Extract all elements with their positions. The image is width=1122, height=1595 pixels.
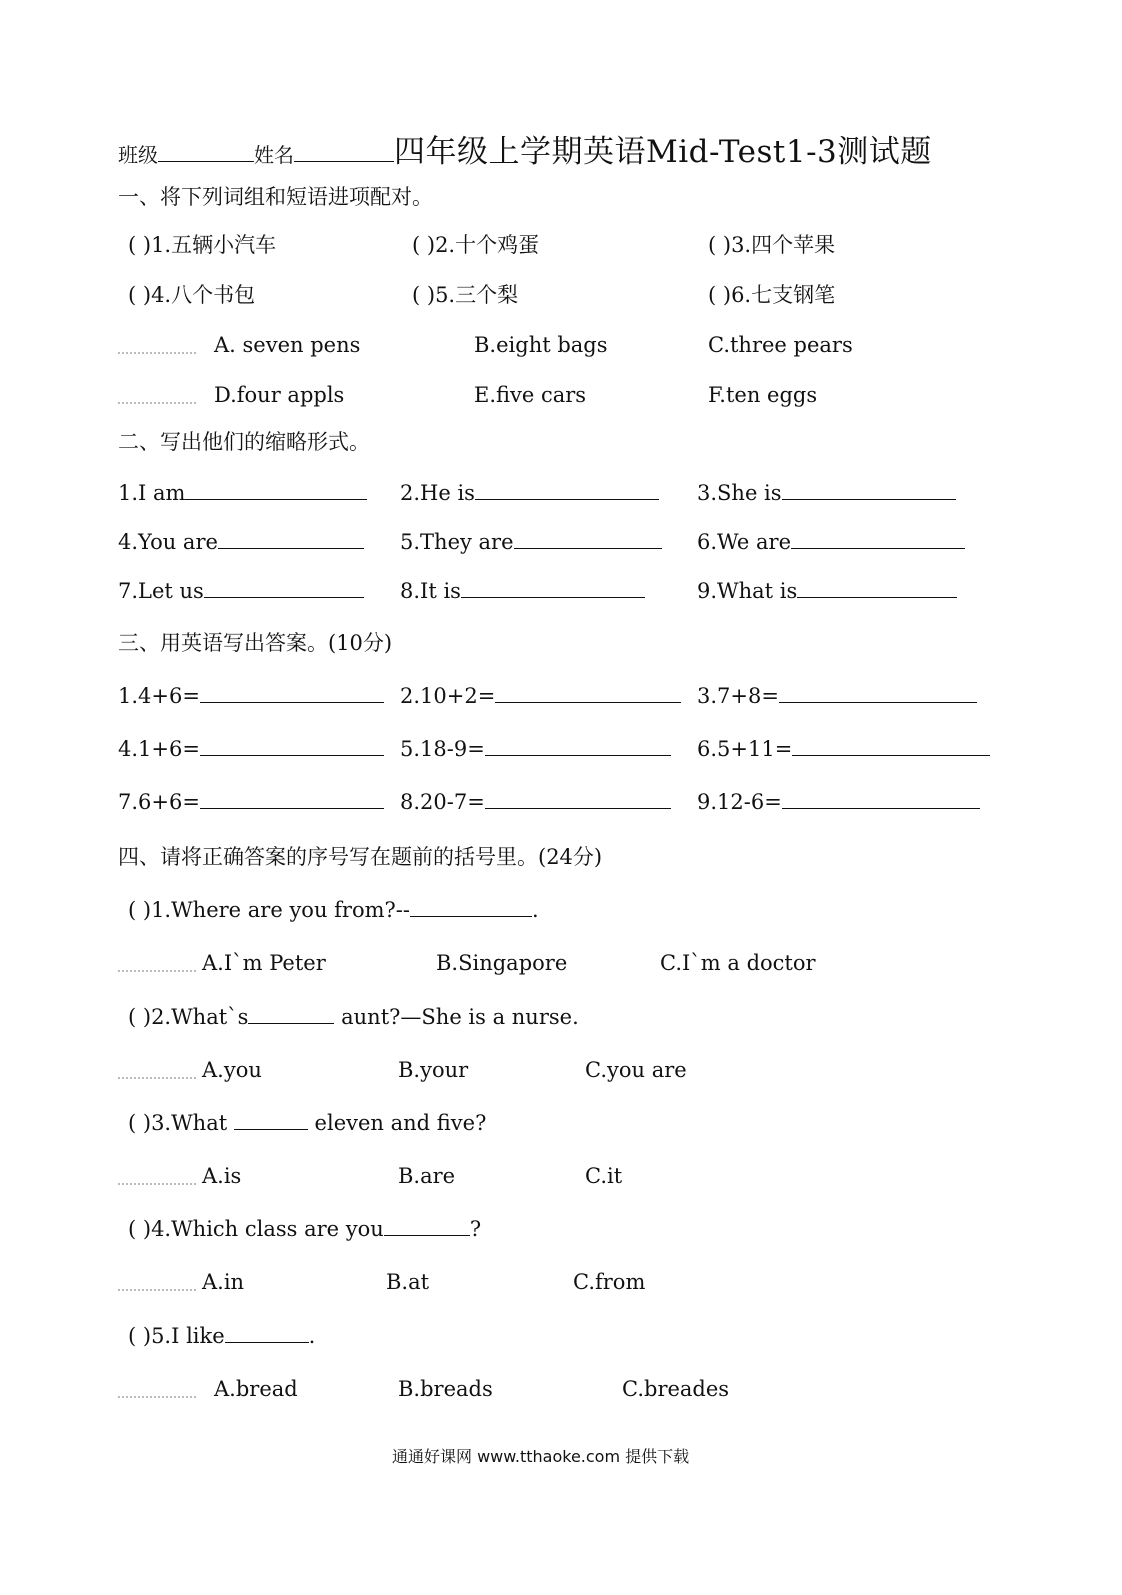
contraction-prompt: 5.They are xyxy=(400,530,514,554)
answer-blank[interactable] xyxy=(218,528,364,549)
option-a: A. seven pens xyxy=(214,333,361,357)
answer-paren[interactable]: ( ) xyxy=(128,283,152,307)
s3-item8 xyxy=(400,788,671,816)
math-prompt: 2.10+2= xyxy=(400,684,496,708)
question-blank xyxy=(225,1322,309,1343)
answer-blank[interactable] xyxy=(797,577,957,598)
answer-blank[interactable] xyxy=(779,682,977,703)
s3-item5 xyxy=(400,735,671,763)
section2-heading: 二、写出他们的缩略形式。 xyxy=(118,430,370,454)
dotted-leader xyxy=(118,970,196,972)
q4-option-a: A.in xyxy=(202,1270,245,1294)
section4-heading: 四、请将正确答案的序号写在题前的括号里。(24分) xyxy=(118,845,603,869)
answer-blank[interactable] xyxy=(485,735,671,756)
option-b: B.eight bags xyxy=(474,333,608,357)
question-blank xyxy=(234,1109,308,1130)
match-item: 6.七支钢笔 xyxy=(731,283,836,307)
q3-option-a: A.is xyxy=(202,1164,242,1188)
q3-option-b: B.are xyxy=(398,1164,456,1188)
s1-row2-item1 xyxy=(128,281,255,309)
answer-paren[interactable]: ( ) xyxy=(128,1324,152,1348)
question-4 xyxy=(128,1215,481,1243)
s1-row1-item2 xyxy=(412,231,539,259)
q2-option-a: A.you xyxy=(202,1058,262,1082)
q1-option-a: A.I`m Peter xyxy=(202,951,326,975)
s1-row1-item3 xyxy=(708,231,835,259)
answer-blank[interactable] xyxy=(485,788,671,809)
match-item: 2.十个鸡蛋 xyxy=(435,233,540,257)
contraction-prompt: 6.We are xyxy=(697,530,791,554)
question-text: 5.I like xyxy=(151,1324,225,1348)
q1-option-b: B.Singapore xyxy=(436,951,568,975)
section1-heading: 一、将下列词组和短语进项配对。 xyxy=(118,185,433,209)
match-item: 4.八个书包 xyxy=(151,283,256,307)
name-blank xyxy=(294,141,394,162)
s2-item8 xyxy=(400,577,645,605)
answer-blank[interactable] xyxy=(495,682,681,703)
answer-blank[interactable] xyxy=(461,577,645,598)
q4-option-b: B.at xyxy=(386,1270,430,1294)
dotted-leader xyxy=(118,352,196,354)
contraction-prompt: 2.He is xyxy=(400,481,475,505)
contraction-prompt: 4.You are xyxy=(118,530,218,554)
math-prompt: 1.4+6= xyxy=(118,684,200,708)
contraction-prompt: 1.I am xyxy=(118,481,186,505)
class-blank xyxy=(158,141,254,162)
question-5 xyxy=(128,1322,315,1350)
q2-option-b: B.your xyxy=(398,1058,469,1082)
answer-blank[interactable] xyxy=(475,479,659,500)
option-f: F.ten eggs xyxy=(708,383,818,407)
dotted-leader xyxy=(118,1289,196,1291)
s1-row2-item3 xyxy=(708,281,835,309)
s2-item4 xyxy=(118,528,364,556)
question-2 xyxy=(128,1003,579,1031)
contraction-prompt: 3.She is xyxy=(697,481,782,505)
math-prompt: 5.18-9= xyxy=(400,737,485,761)
dotted-leader xyxy=(118,1396,196,1398)
s2-item6 xyxy=(697,528,965,556)
contraction-prompt: 9.What is xyxy=(697,579,798,603)
answer-paren[interactable]: ( ) xyxy=(128,1111,152,1135)
question-text-end: . xyxy=(308,1324,316,1348)
option-e: E.five cars xyxy=(474,383,587,407)
name-label: 姓名 xyxy=(254,143,294,167)
s3-item7 xyxy=(118,788,384,816)
class-label: 班级 xyxy=(118,143,158,167)
math-prompt: 3.7+8= xyxy=(697,684,779,708)
answer-blank[interactable] xyxy=(200,735,384,756)
match-item: 1.五辆小汽车 xyxy=(151,233,277,257)
q2-option-c: C.you are xyxy=(585,1058,687,1082)
dotted-leader xyxy=(118,1183,196,1185)
math-prompt: 7.6+6= xyxy=(118,790,200,814)
question-text-end: eleven and five? xyxy=(314,1111,487,1135)
s2-item5 xyxy=(400,528,662,556)
match-item: 5.三个梨 xyxy=(435,283,519,307)
s1-row1-item1 xyxy=(128,231,276,259)
answer-blank[interactable] xyxy=(782,479,956,500)
s2-item9 xyxy=(697,577,957,605)
question-blank xyxy=(410,896,532,917)
answer-paren[interactable]: ( ) xyxy=(412,233,436,257)
question-blank xyxy=(248,1003,334,1024)
match-item: 3.四个苹果 xyxy=(731,233,836,257)
answer-paren[interactable]: ( ) xyxy=(128,898,152,922)
page-title: 四年级上学期英语Mid-Test1-3测试题 xyxy=(394,134,932,170)
q3-option-c: C.it xyxy=(585,1164,623,1188)
contraction-prompt: 8.It is xyxy=(400,579,461,603)
math-prompt: 9.12-6= xyxy=(697,790,782,814)
s3-item2 xyxy=(400,682,681,710)
question-blank xyxy=(384,1215,470,1236)
question-3 xyxy=(128,1109,486,1137)
answer-blank[interactable] xyxy=(204,577,364,598)
math-prompt: 4.1+6= xyxy=(118,737,200,761)
answer-paren[interactable]: ( ) xyxy=(128,1005,152,1029)
answer-blank[interactable] xyxy=(200,682,384,703)
s2-item3 xyxy=(697,479,956,507)
question-1 xyxy=(128,896,539,924)
q5-option-b: B.breads xyxy=(398,1377,493,1401)
math-prompt: 6.5+11= xyxy=(697,737,793,761)
answer-paren[interactable]: ( ) xyxy=(708,283,732,307)
dotted-leader xyxy=(118,1077,196,1079)
q5-option-a: A.bread xyxy=(214,1377,298,1401)
dotted-leader xyxy=(118,402,196,404)
answer-blank[interactable] xyxy=(185,479,367,500)
contraction-prompt: 7.Let us xyxy=(118,579,204,603)
question-text: 4.Which class are you xyxy=(151,1217,384,1241)
s2-item1 xyxy=(118,479,367,507)
s3-item1 xyxy=(118,682,384,710)
question-text: 1.Where are you from?-- xyxy=(151,898,410,922)
s2-item2 xyxy=(400,479,659,507)
answer-blank[interactable] xyxy=(514,528,662,549)
header-row xyxy=(118,126,932,171)
s2-item7 xyxy=(118,577,364,605)
s1-row2-item2 xyxy=(412,281,518,309)
s3-item3 xyxy=(697,682,977,710)
answer-paren[interactable]: ( ) xyxy=(708,233,732,257)
answer-paren[interactable]: ( ) xyxy=(128,233,152,257)
q4-option-c: C.from xyxy=(573,1270,646,1294)
option-d: D.four appls xyxy=(214,383,345,407)
s3-item6 xyxy=(697,735,990,763)
section3-heading: 三、用英语写出答案。(10分) xyxy=(118,631,393,655)
question-text-end: ? xyxy=(469,1217,482,1241)
answer-blank[interactable] xyxy=(782,788,980,809)
s3-item4 xyxy=(118,735,384,763)
math-prompt: 8.20-7= xyxy=(400,790,485,814)
answer-paren[interactable]: ( ) xyxy=(128,1217,152,1241)
answer-blank[interactable] xyxy=(792,735,990,756)
option-c: C.three pears xyxy=(708,333,853,357)
question-text: 2.What`s xyxy=(151,1005,249,1029)
question-text-end: aunt?—She is a nurse. xyxy=(341,1005,579,1029)
question-text-end: . xyxy=(531,898,539,922)
question-text: 3.What xyxy=(151,1111,228,1135)
s3-item9 xyxy=(697,788,980,816)
answer-blank[interactable] xyxy=(200,788,384,809)
answer-blank[interactable] xyxy=(791,528,965,549)
q5-option-c: C.breades xyxy=(622,1377,730,1401)
q1-option-c: C.I`m a doctor xyxy=(660,951,816,975)
footer-source: 通通好课网 www.tthaoke.com 提供下载 xyxy=(392,1447,690,1466)
answer-paren[interactable]: ( ) xyxy=(412,283,436,307)
